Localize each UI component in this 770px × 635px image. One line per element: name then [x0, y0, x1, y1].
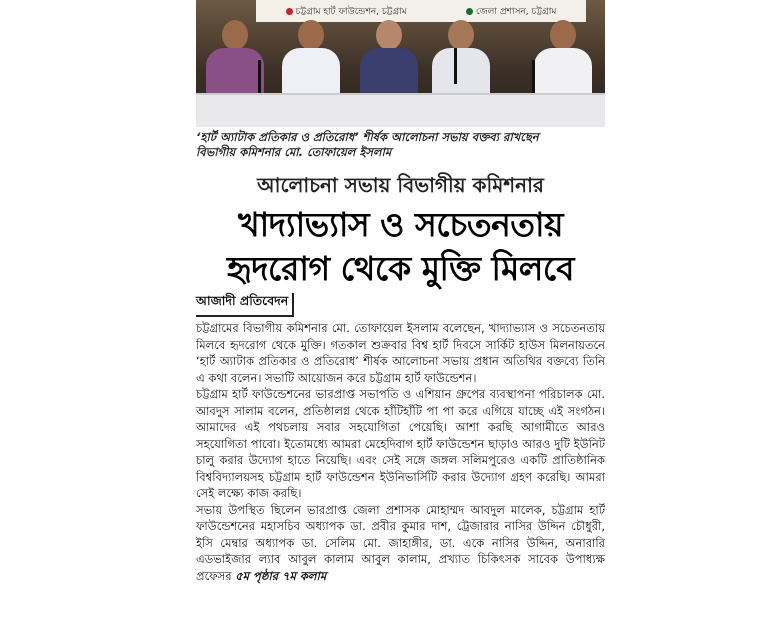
reporter-byline: আজাদী প্রতিবেদন: [196, 293, 294, 317]
banner-left-text: চট্টগ্রাম হার্ট ফাউন্ডেশন, চট্টগ্রাম: [286, 4, 407, 19]
speaker-figure: [530, 20, 596, 100]
speaker-figure: [428, 20, 494, 100]
news-clipping: [196, 0, 605, 628]
logo-icon: [286, 8, 293, 15]
microphone-icon: [454, 48, 457, 84]
main-headline-line1: খাদ্যাভ্যাস ও সচেতনতায়: [237, 205, 564, 244]
microphone-icon: [532, 60, 535, 96]
article-paragraph: চট্টগ্রাম হার্ট ফাউন্ডেশনের ভারপ্রাপ্ত সভাপতি ও এশিয়ান গ্রুপের ব্যবস্থাপনা পরিচালক মো. আবদুস সালাম বলেন, প্রতিষ্ঠালগ্ন থেকে হাঁটিহাঁটি পা পা করে এগিয়ে যাচ্ছে এই সংগঠন। আমাদের এই পথচলায় সবার সহযোগিতা পেয়েছি। আশা করছি আগামীতে আরও সহযোগিতা পাবো। ইতোমধ্যে আমরা মেহেদিবাগ হার্ট ফাউন্ডেশন ছাড়াও আরও দুটি ইউনিট চালু করার উদ্যোগ হাতে নিয়েছি। এবং সেই সঙ্গে জঙ্গল সলিমপুরেও একটি প্রাতিষ্ঠানিক বিশ্ববিদ্যালয়সহ চট্টগ্রাম হার্ট ফাউন্ডেশন ইউনিভার্সিটি করার উদ্যোগ গ্রহণ করেছি। আমরা সেই লক্ষ্যে কাজ করছি।: [196, 387, 605, 500]
emblem-icon: [466, 8, 473, 15]
speaker-figure: [356, 20, 422, 100]
event-photo: [196, 0, 605, 127]
article-paragraph: চট্টগ্রামের বিভাগীয় কমিশনার মো. তোফায়েল ইসলাম বলেছেন, খাদ্যাভ্যাস ও সচেতনতায় মিলবে হৃদরোগ থেকে মুক্তি। গতকাল শুক্রবার বিশ্ব হার্ট দিবসে সার্কিট হাউস মিলনায়তনে ‘হার্ট অ্যাটাক প্রতিকার ও প্রতিরোধ’ শীর্ষক আলোচনা সভায় প্রধান অতিথির বক্তব্যে তিনি এ কথা বলেন। সভাটি আয়োজন করে চট্টগ্রাম হার্ট ফাউন্ডেশন।: [196, 321, 605, 385]
caption-line: ‘হার্ট অ্যাটাক প্রতিকার ও প্রতিরোধ’ শীর্ষক আলোচনা সভায় বক্তব্য রাখছেন: [196, 130, 539, 144]
microphone-icon: [258, 60, 261, 96]
event-banner: [256, 0, 586, 22]
banner-right-text: জেলা প্রশাসন, চট্টগ্রাম: [466, 4, 556, 19]
kicker-headline: আলোচনা সভায় বিভাগীয় কমিশনার: [257, 173, 544, 197]
main-headline-line2: হৃদরোগ থেকে মুক্তি মিলবে: [227, 249, 574, 288]
article-paragraph: সভায় উপস্থিত ছিলেন ভারপ্রাপ্ত জেলা প্রশাসক মোহাম্মদ আবদুল মালেক, চট্টগ্রাম হার্ট ফাউন্ডেশনের মহাসচিব অধ্যাপক ডা. প্রবীর কুমার দাশ, ট্রেজারার নাসির উদ্দিন চৌধুরী, ইসি মেম্বার অধ্যাপক ডা. সেলিম মো. জাহাঙ্গীর, ডা. একে নাসির উদ্দিন, অনারারি এডভাইজার ল্যাব আবুল কালাম আবুল কালাম, প্রখ্যাত চিকিৎসক সাবেক উপাধ্যক্ষ প্রফেসর ৫ম পৃষ্ঠার ৭ম কলাম: [196, 502, 605, 583]
speaker-figure: [278, 20, 344, 100]
head-table: [196, 93, 605, 127]
photo-caption: [196, 130, 605, 160]
caption-line: বিভাগীয় কমিশনার মো. তোফায়েল ইসলাম: [196, 145, 392, 159]
article-body: [196, 320, 605, 584]
continuation-note: ৫ম পৃষ্ঠার ৭ম কলাম: [235, 568, 327, 583]
